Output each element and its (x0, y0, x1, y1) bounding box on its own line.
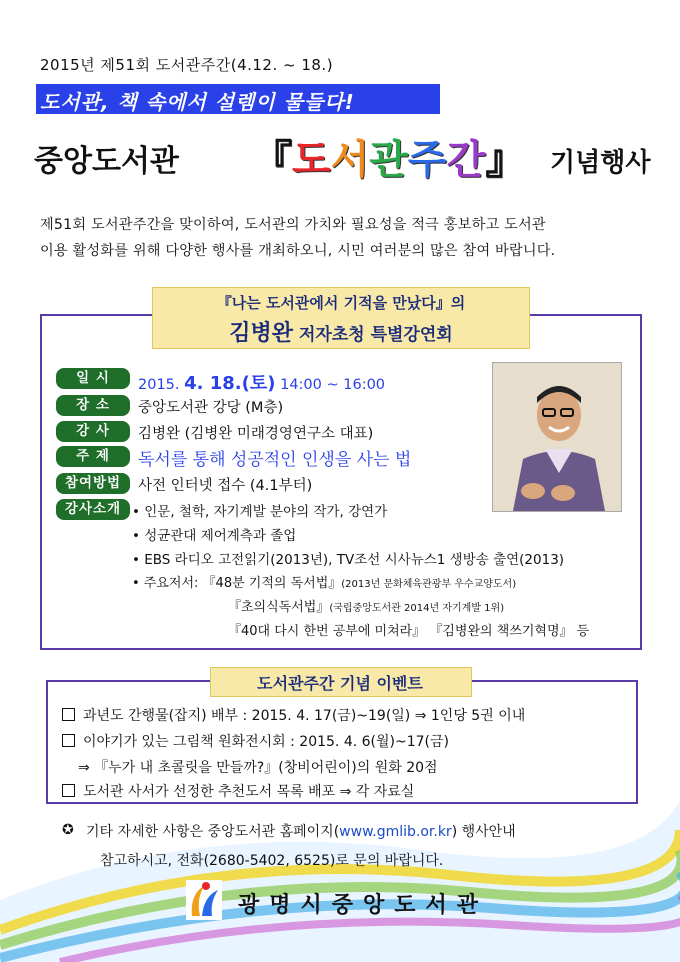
event-item (62, 731, 449, 751)
lecture-title (153, 316, 529, 347)
title-char: 서 (330, 137, 370, 183)
speaker-portrait-icon (493, 363, 621, 511)
topic-label: 주 제 (56, 446, 130, 467)
work-title: 『48분 기적의 독서법』 (202, 576, 342, 591)
organization-name: 광명시중앙도서관 (238, 893, 489, 918)
event-text: 과년도 간행물(잡지) 배부 : 2015. 4. 17(금)~19(일) ⇒ 1인당 5권 이내 (83, 708, 526, 724)
slogan: 도서관, 책 속에서 설렘이 물들다! (40, 90, 355, 114)
title-bracket-open: 『 (252, 137, 292, 183)
rainbow-swoosh-decoration (0, 780, 680, 962)
lecture-book-subtitle: 『나는 도서관에서 기적을 만났다』의 (216, 294, 466, 312)
work-title: 『초의식독서법』 (228, 600, 330, 615)
date-day: 4. 18.(토) (184, 373, 276, 394)
intro-line: 제51회 도서관주간을 맞이하여, 도서관의 가치와 필요성을 적극 홍보하고 도서관 (40, 217, 546, 233)
date-value (138, 369, 385, 395)
date-time: 14:00 ~ 16:00 (275, 377, 386, 393)
event-text: 이야기가 있는 그림책 원화전시회 : 2015. 4. 6(월)~17(금) (83, 734, 449, 750)
intro-paragraph (40, 212, 650, 264)
title-char: 관 (369, 137, 408, 183)
checkbox-icon (62, 784, 75, 797)
title-library-name: 중앙도서관 (34, 144, 179, 179)
events-title: 도서관주간 기념 이벤트 (257, 674, 423, 693)
date-label: 일 시 (56, 368, 130, 389)
footer-text: ) 행사안내 (451, 824, 516, 840)
footer-text: 기타 자세한 사항은 중앙도서관 홈페이지( (86, 824, 340, 840)
title-commemorative-event: 기념행사 (550, 148, 651, 178)
date-year: 2015. (138, 377, 185, 393)
speaker-photo (492, 362, 622, 512)
checkbox-icon (62, 734, 75, 747)
homepage-link[interactable]: www.gmlib.or.kr (339, 824, 452, 840)
bio-item: • 인문, 철학, 자기계발 분야의 작가, 강연가 (132, 504, 388, 520)
footer-info-line (86, 821, 516, 841)
main-title (34, 128, 654, 188)
event-period-line: 2015년 제51회 도서관주간(4.12. ~ 18.) (40, 56, 334, 74)
intro-line: 이용 활성화를 위해 다양한 행사를 개최하오니, 시민 여러분의 많은 참여 바랍니다. (40, 243, 556, 259)
event-text: 도서관 사서가 선정한 추천도서 목록 배포 ⇒ 각 자료실 (83, 784, 415, 800)
work-note: (국립중앙도서관 2014년 자기계발 1위) (329, 603, 505, 614)
method-label: 참여방법 (56, 473, 130, 494)
works-item: 『40대 다시 한번 공부에 미쳐라』 『김병완의 책쓰기혁명』 등 (228, 624, 590, 639)
event-subitem: ⇒ 『누가 내 초콜릿을 만들까?』(창비어린이)의 원화 20점 (78, 760, 438, 776)
star-bullet-icon: ✪ (62, 822, 74, 838)
title-char: 도 (292, 137, 331, 183)
works-label: • 주요저서: (132, 576, 203, 591)
bio-label: 강사소개 (56, 499, 130, 520)
place-value: 중앙도서관 강당 (M층) (138, 400, 284, 416)
method-value: 사전 인터넷 접수 (4.1부터) (138, 478, 313, 494)
works-item (132, 572, 516, 591)
event-item (62, 705, 525, 725)
checkbox-icon (62, 708, 75, 721)
works-item (228, 596, 504, 615)
work-note: (2013년 문화체육관광부 우수교양도서) (341, 579, 517, 590)
title-bracket-close: 』 (485, 137, 526, 183)
footer-contact-line: 참고하시고, 전화(2680-5402, 6525)로 문의 바랍니다. (100, 853, 444, 869)
title-char: 간 (446, 137, 486, 183)
lecture-banner (152, 287, 530, 349)
title-library-week (252, 128, 525, 185)
library-logo-icon (186, 880, 222, 920)
bio-item: • 성균관대 제어계측과 졸업 (132, 528, 297, 544)
lecturer-name: 김병완 (229, 321, 294, 346)
event-item (62, 781, 414, 801)
place-label: 장 소 (56, 395, 130, 416)
lecture-title-rest: 저자초청 특별강연회 (293, 325, 453, 345)
topic-value: 독서를 통해 성공적인 인생을 사는 법 (138, 450, 412, 470)
title-char: 주 (407, 137, 447, 183)
speaker-value: 김병완 (김병완 미래경영연구소 대표) (138, 426, 374, 442)
bio-item: • EBS 라디오 고전읽기(2013년), TV조선 시사뉴스1 생방송 출연(2013) (132, 552, 565, 568)
speaker-label: 강 사 (56, 421, 130, 442)
